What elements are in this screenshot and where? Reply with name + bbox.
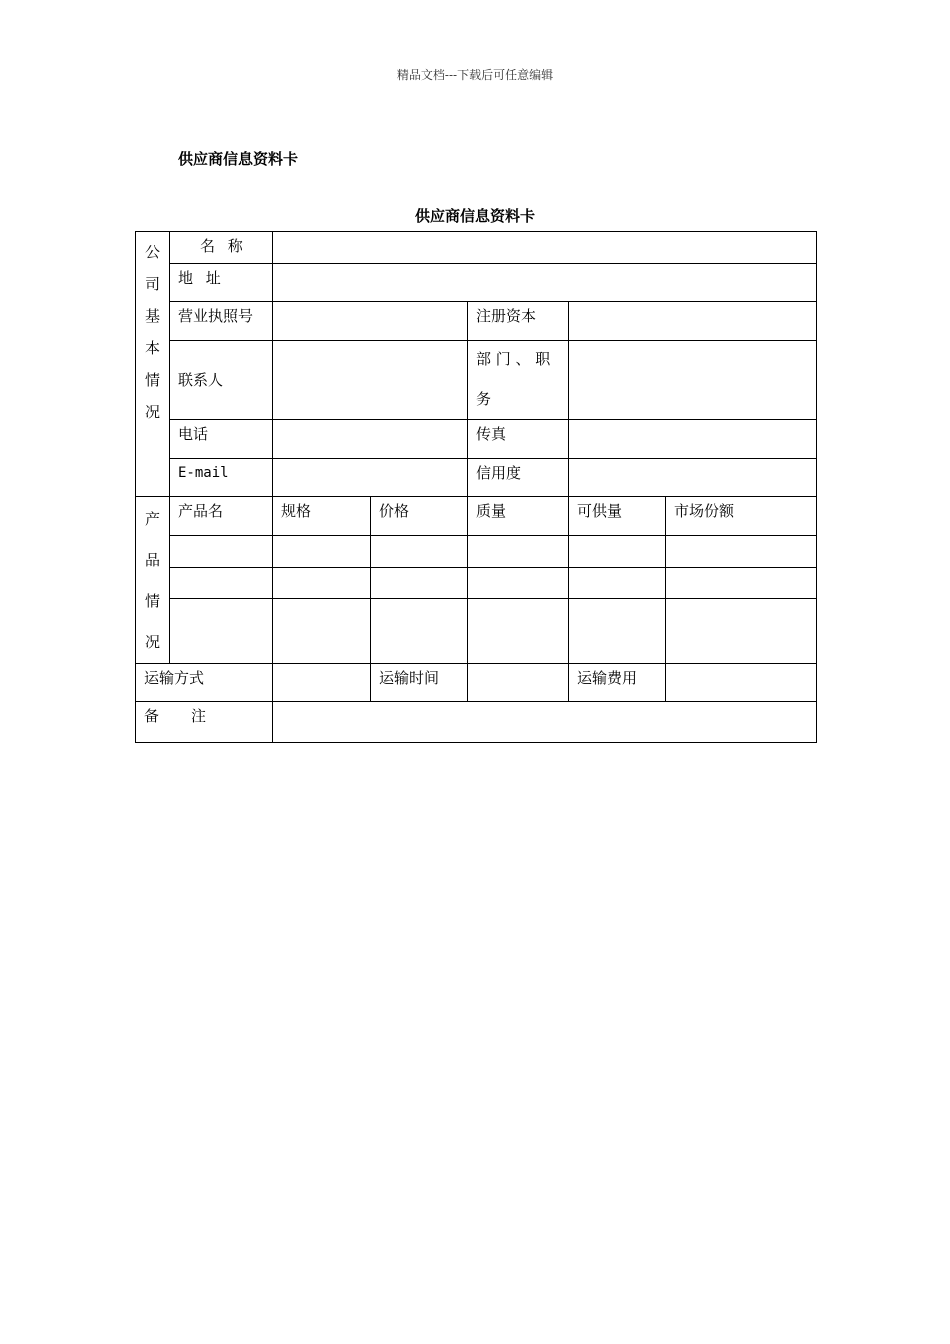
dept-field[interactable] — [569, 341, 817, 420]
transport-time-field[interactable] — [468, 664, 569, 702]
email-label: E-mail — [170, 459, 273, 497]
address-label: 地 址 — [170, 264, 273, 302]
product-cell[interactable] — [666, 536, 817, 568]
contact-label: 联系人 — [170, 341, 273, 420]
product-cell[interactable] — [468, 599, 569, 664]
transport-cost-field[interactable] — [666, 664, 817, 702]
product-header-spec: 规格 — [273, 497, 371, 536]
product-cell[interactable] — [371, 599, 468, 664]
fax-field[interactable] — [569, 420, 817, 459]
product-cell[interactable] — [569, 568, 666, 599]
product-cell[interactable] — [371, 568, 468, 599]
product-cell[interactable] — [273, 536, 371, 568]
email-field[interactable] — [273, 459, 468, 497]
product-header-share: 市场份额 — [666, 497, 817, 536]
contact-field[interactable] — [273, 341, 468, 420]
license-label: 营业执照号 — [170, 302, 273, 341]
product-row — [136, 568, 817, 599]
capital-label: 注册资本 — [468, 302, 569, 341]
company-section-label: 公司基本情况 — [136, 232, 170, 497]
product-cell[interactable] — [170, 568, 273, 599]
transport-cost-label: 运输费用 — [569, 664, 666, 702]
product-cell[interactable] — [371, 536, 468, 568]
table-title: 供应商信息资料卡 — [414, 207, 535, 225]
product-cell[interactable] — [666, 568, 817, 599]
product-header-price: 价格 — [371, 497, 468, 536]
product-header-quality: 质量 — [468, 497, 569, 536]
name-field[interactable] — [273, 232, 817, 264]
supplier-info-table — [135, 231, 817, 743]
remark-label: 备 注 — [136, 702, 273, 743]
dept-label: 部 门 、 职 务 — [468, 341, 569, 420]
credit-label: 信用度 — [468, 459, 569, 497]
product-cell[interactable] — [170, 599, 273, 664]
document-heading: 供应商信息资料卡 — [178, 150, 299, 168]
product-section-label: 产品情况 — [136, 497, 170, 664]
product-cell[interactable] — [569, 599, 666, 664]
phone-label: 电话 — [170, 420, 273, 459]
license-field[interactable] — [273, 302, 468, 341]
product-header-name: 产品名 — [170, 497, 273, 536]
transport-mode-field[interactable] — [273, 664, 371, 702]
product-cell[interactable] — [468, 536, 569, 568]
product-row — [136, 599, 817, 664]
product-row — [136, 536, 817, 568]
product-cell[interactable] — [666, 599, 817, 664]
credit-field[interactable] — [569, 459, 817, 497]
product-cell[interactable] — [273, 599, 371, 664]
phone-field[interactable] — [273, 420, 468, 459]
product-cell[interactable] — [170, 536, 273, 568]
product-cell[interactable] — [273, 568, 371, 599]
product-cell[interactable] — [468, 568, 569, 599]
capital-field[interactable] — [569, 302, 817, 341]
transport-time-label: 运输时间 — [371, 664, 468, 702]
product-cell[interactable] — [569, 536, 666, 568]
fax-label: 传真 — [468, 420, 569, 459]
remark-field[interactable] — [273, 702, 817, 743]
header-note: 精品文档---下载后可任意编辑 — [396, 68, 554, 82]
product-header-supply: 可供量 — [569, 497, 666, 536]
name-label: 名 称 — [170, 232, 273, 264]
address-field[interactable] — [273, 264, 817, 302]
transport-mode-label: 运输方式 — [136, 664, 273, 702]
